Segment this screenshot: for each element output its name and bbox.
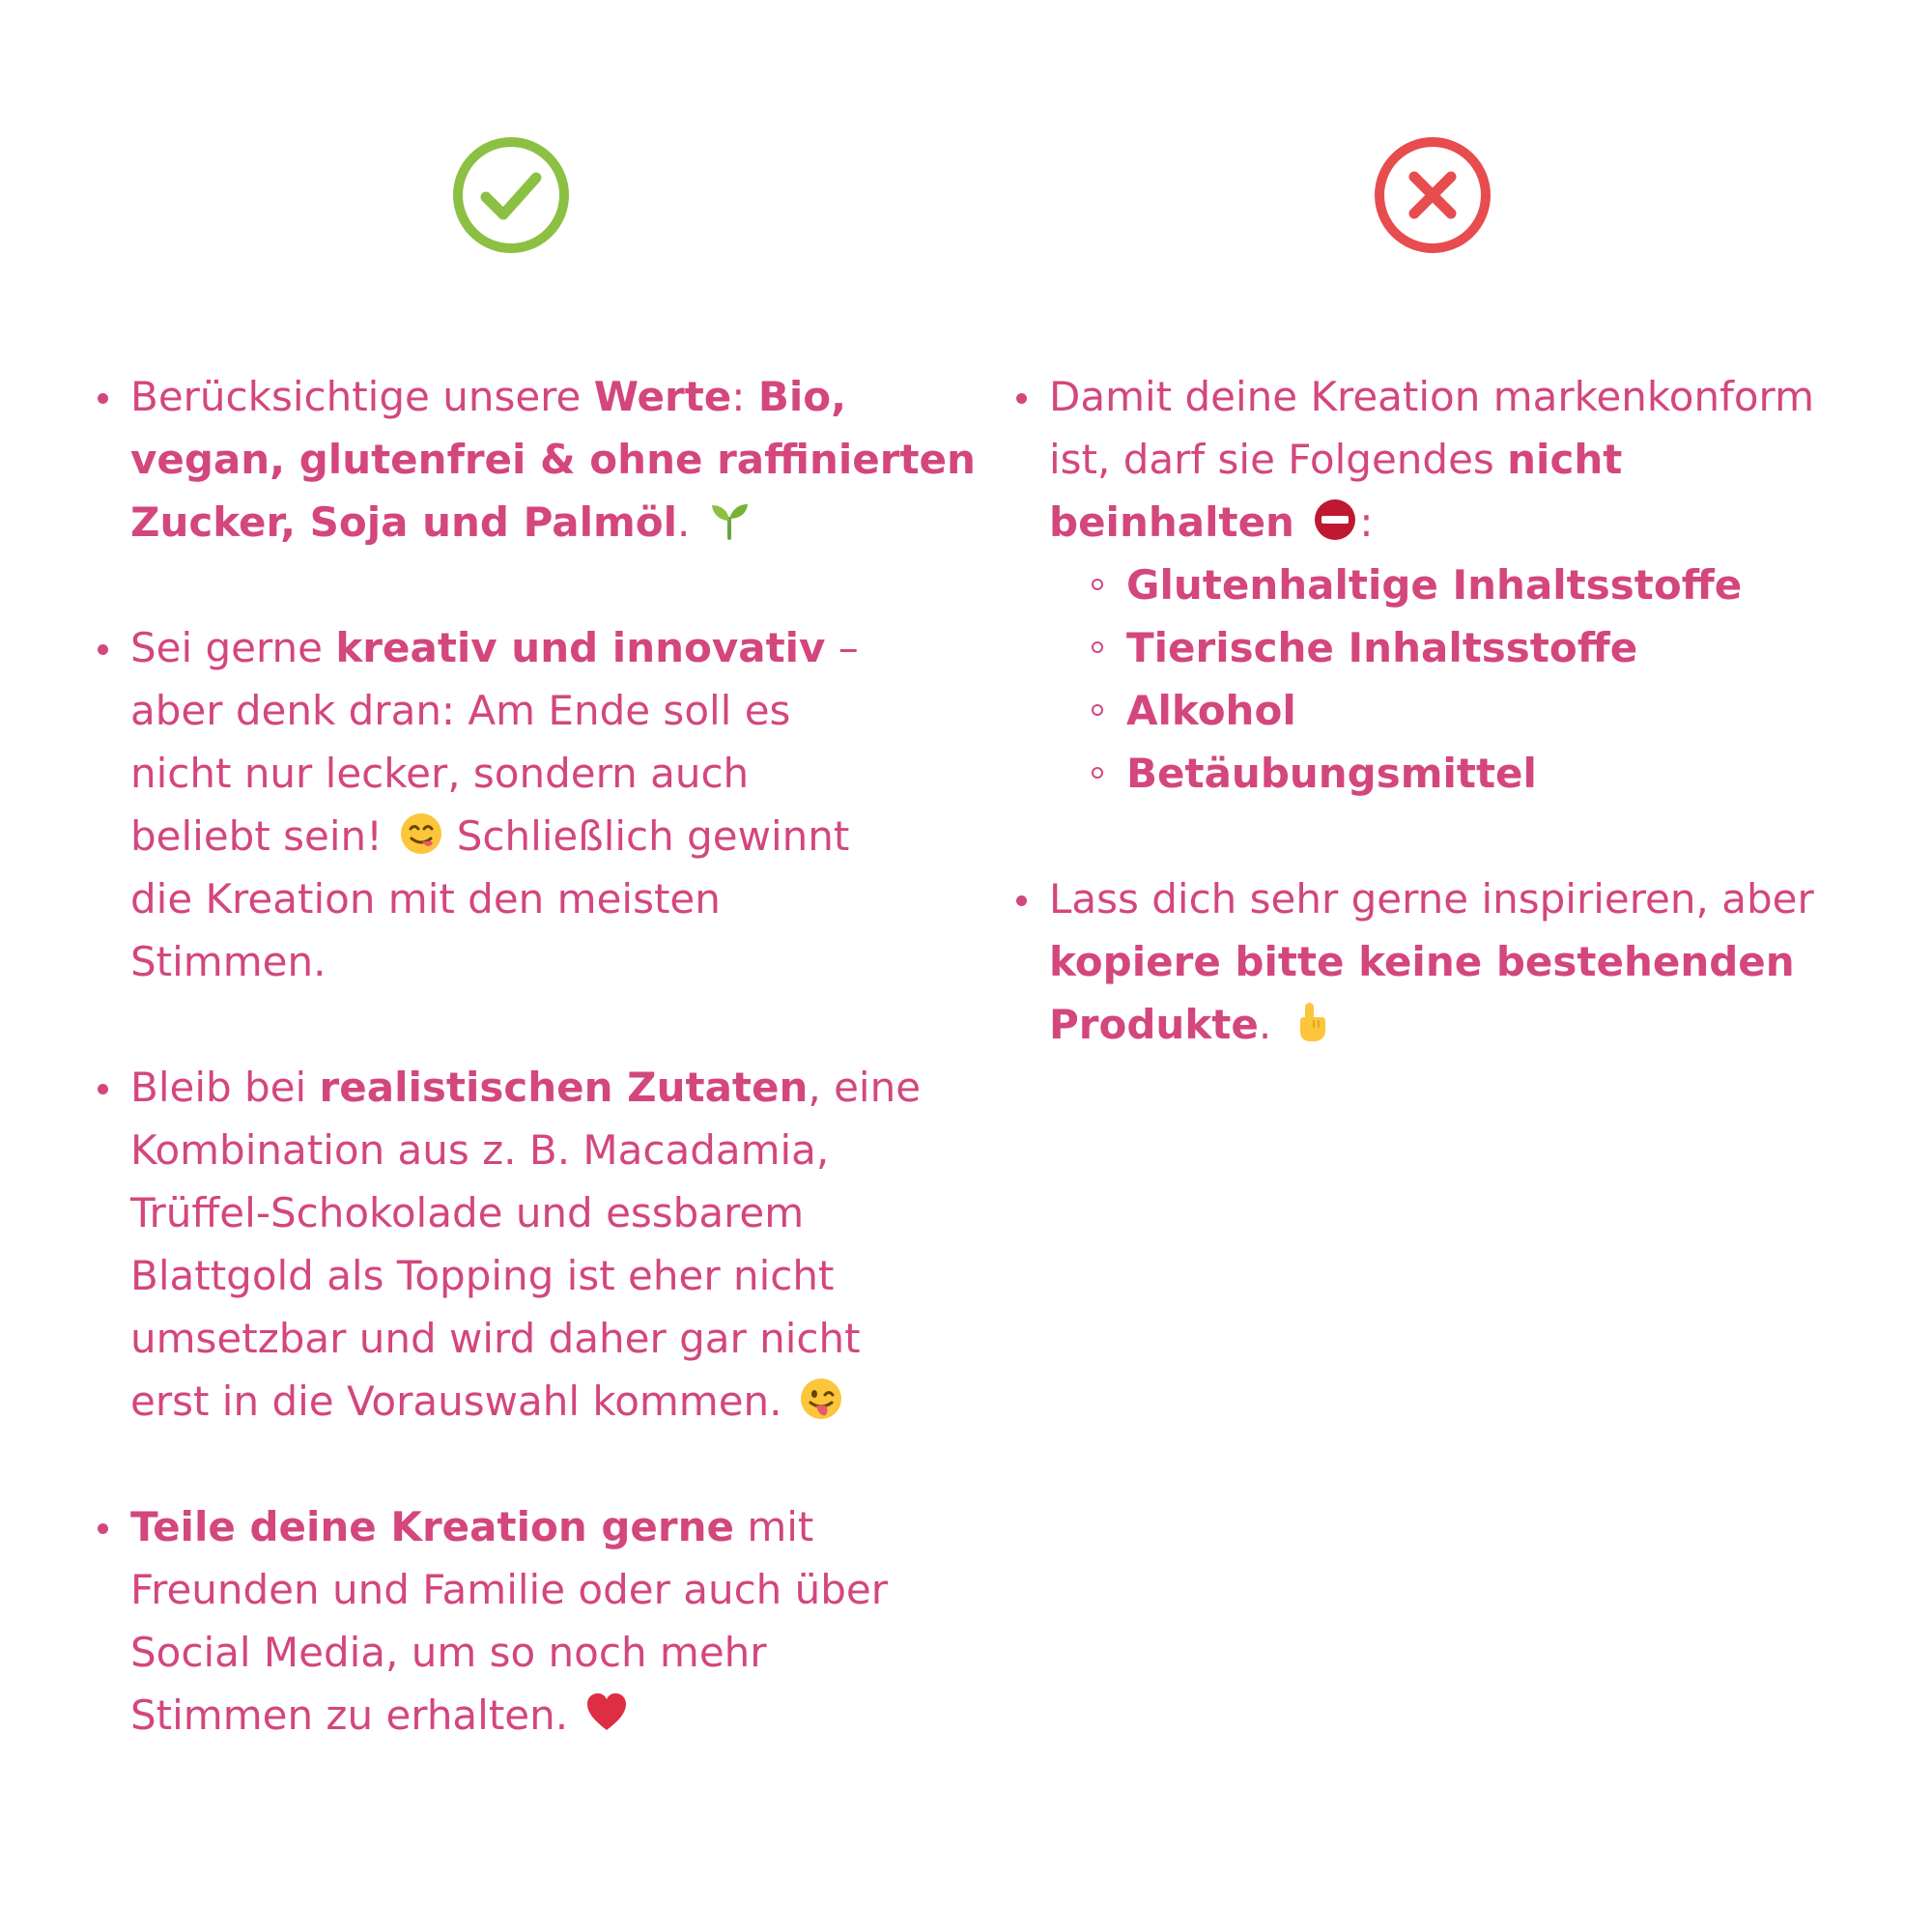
seedling-icon [707, 497, 752, 542]
text: die Kreation mit den meisten [130, 875, 721, 923]
dont-list [1010, 365, 1918, 1119]
text: erst in die Vorauswahl kommen. [130, 1378, 782, 1425]
winking-tongue-face-icon [799, 1377, 843, 1421]
subitem-narcotics: Betäubungsmittel [1088, 742, 1918, 805]
text: Berücksichtige unsere [130, 373, 594, 420]
text: . [1258, 1001, 1272, 1048]
heart-icon [584, 1690, 629, 1735]
text-bold: kreativ und innovativ [335, 624, 826, 671]
no-entry-icon [1313, 497, 1357, 542]
text: Bleib bei [130, 1064, 320, 1111]
text-bold: Produkte [1049, 1001, 1259, 1048]
text: , eine [808, 1064, 922, 1111]
text: aber denk dran: Am Ende soll es [130, 687, 791, 734]
dont-item-brand [1010, 365, 1918, 805]
text-bold: beinhalten [1049, 498, 1294, 546]
do-item-creative [92, 616, 990, 993]
yum-face-icon [399, 811, 443, 856]
text: : [1359, 498, 1374, 546]
subitem-gluten: Glutenhaltige Inhaltsstoffe [1088, 554, 1918, 616]
pointing-up-hand-icon [1289, 1000, 1333, 1044]
cross-circle-icon [1373, 135, 1492, 255]
do-item-share [92, 1495, 990, 1747]
text: . [677, 498, 691, 546]
do-item-values [92, 365, 990, 554]
text: Lass dich sehr gerne inspirieren, aber [1049, 875, 1814, 923]
text-bold: Teile deine Kreation gerne [130, 1503, 734, 1550]
text: Sei gerne [130, 624, 336, 671]
text: beliebt sein! [130, 812, 396, 860]
do-list [92, 365, 990, 1809]
text: mit [734, 1503, 814, 1550]
text-bold: vegan, glutenfrei & ohne raffinierten [130, 436, 976, 483]
text: Damit deine Kreation markenkonform [1049, 373, 1814, 420]
text-bold: Bio, [757, 373, 847, 420]
text: Stimmen. [130, 938, 327, 985]
subitem-alcohol: Alkohol [1088, 679, 1918, 742]
text-bold: kopiere bitte keine bestehenden [1049, 938, 1795, 985]
text-bold: Zucker, Soja und Palmöl [130, 498, 678, 546]
text: nicht nur lecker, sondern auch [130, 750, 750, 797]
text: ist, darf sie Folgendes [1049, 436, 1508, 483]
text-bold: realistischen Zutaten [319, 1064, 809, 1111]
text: Social Media, um so noch mehr [130, 1629, 767, 1676]
text: Schließlich gewinnt [443, 812, 850, 860]
text: umsetzbar und wird daher gar nicht [130, 1315, 861, 1362]
text: Kombination aus z. B. Macadamia, [130, 1126, 830, 1174]
text: Blattgold als Topping ist eher nicht [130, 1252, 835, 1299]
text: – [825, 624, 859, 671]
text-bold: Werte [593, 373, 732, 420]
check-circle-icon [451, 135, 571, 255]
forbidden-ingredients-list [1049, 554, 1918, 805]
text: : [731, 373, 758, 420]
dont-item-copy [1010, 867, 1918, 1056]
text: Trüffel-Schokolade und essbarem [130, 1189, 805, 1236]
subitem-animal: Tierische Inhaltsstoffe [1088, 616, 1918, 679]
text-bold: nicht [1507, 436, 1623, 483]
do-item-realistic [92, 1056, 990, 1433]
text: Freunden und Familie oder auch über [130, 1566, 889, 1613]
text: Stimmen zu erhalten. [130, 1691, 569, 1739]
